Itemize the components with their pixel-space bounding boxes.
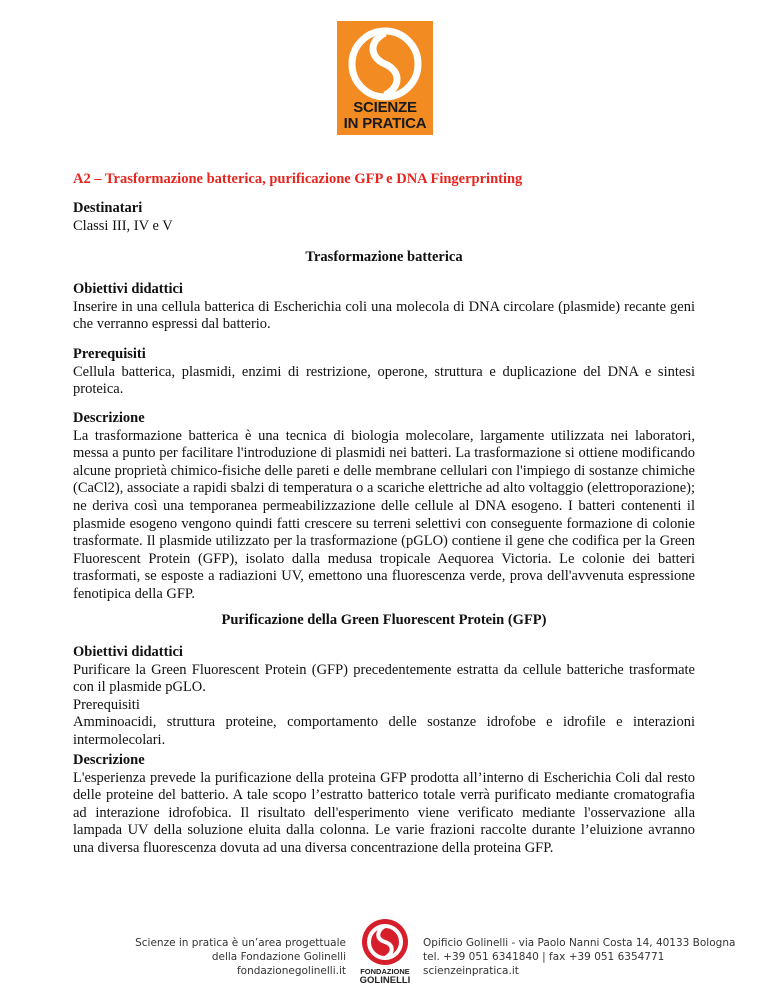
- fondazione-logo-line1: FONDAZIONE: [360, 967, 410, 976]
- logo-line2: IN PRATICA: [343, 115, 427, 132]
- section1-descrizione-heading: Descrizione: [73, 410, 145, 426]
- logo-mark-icon: [345, 27, 425, 101]
- footer-left-line1: Scienze in pratica è un’area progettuale: [135, 937, 346, 949]
- section1-descrizione-block: [73, 410, 695, 604]
- scienze-in-pratica-logo: [337, 21, 433, 135]
- section1-obiettivi-heading: Obiettivi didattici: [73, 281, 183, 297]
- footer-right-line2: tel. +39 051 6341840 | fax +39 051 6354771: [423, 951, 665, 963]
- section1-heading: Trasformazione batterica: [305, 249, 463, 265]
- footer-right-line3[interactable]: scienzeinpratica.it: [423, 965, 519, 977]
- footer-left: [135, 936, 346, 978]
- footer-left-line3[interactable]: fondazionegolinelli.it: [236, 965, 346, 977]
- fondazione-logo-circle-icon: [362, 919, 408, 965]
- section1-obiettivi-block: [73, 281, 695, 334]
- section1-descrizione-text: La trasformazione batterica è una tecnica di biologia molecolare, largamente utilizzata nei laboratori, messa a punto per facilitare l'introduzione di plasmidi nei batteri. La trasformazione si ottiene modificando alcune proprietà chimico-fisiche delle pareti e delle membrane cellulari con l'impiego di sostanze chimiche (CaCl2), associate a rapidi sbalzi di temperatura o a scariche elettriche ad alto voltaggio (elettroporazione); ne deriva così una temporanea permeabilizzazione delle cellule al DNA esogeno. I batteri contenenti il plasmide esogeno vengono quindi fatti crescere su terreni selettivi con conseguente formazione di colonie trasformate. Il plasmide utilizzato per la trasformazione (pGLO) contiene il gene che codifica per la Green Fluorescent Protein (GFP), isolato dalla medusa tropicale Aequorea Victoria. Le colonie dei batteri trasformati, se esposte a radiazioni UV, emettono una fluorescenza verde, prova dell'avvenuta espressione fenotipica della GFP.: [73, 427, 695, 602]
- section2-obiettivi-heading: Obiettivi didattici: [73, 644, 183, 660]
- footer-right-line1: Opificio Golinelli - via Paolo Nanni Costa 14, 40133 Bologna: [423, 937, 736, 949]
- footer-right: [423, 936, 735, 978]
- section1-prerequisiti-text: Cellula batterica, plasmidi, enzimi di restrizione, operone, struttura e duplicazione del DNA e sintesi proteica.: [73, 363, 695, 398]
- destinatari-block: [73, 200, 695, 235]
- section2-prerequisiti-heading: Prerequisiti: [73, 696, 140, 713]
- section2-descrizione-block: [73, 752, 695, 858]
- footer-left-line2: della Fondazione Golinelli: [211, 951, 346, 963]
- destinatari-heading: Destinatari: [73, 200, 143, 216]
- section2-obiettivi-text: Purificare la Green Fluorescent Protein (GFP) precedentemente estratta da cellule batteriche trasformate con il plasmide pGLO.: [73, 661, 695, 696]
- section2-descrizione-text: L'esperienza prevede la purificazione della proteina GFP prodotta all’interno di Escherichia Coli dal resto delle proteine del batterio. A tale scopo l’estratto batterico totale verrà purificato mediante cromatografia ad interazione idrofobica. Il risultato dell'esperimento viene verificato mediante l'osservazione alla lampada UV della soluzione eluita dalla colonna. Le varie frazioni raccolte durante l’eluizione avranno una diversa fluorescenza dovuta ad una diversa concentrazione della proteina GFP.: [73, 769, 695, 856]
- section2-heading: Purificazione della Green Fluorescent Protein (GFP): [221, 612, 547, 628]
- section1-prerequisiti-heading: Prerequisiti: [73, 346, 146, 362]
- section1-obiettivi-text: Inserire in una cellula batterica di Escherichia coli una molecola di DNA circolare (plasmide) recante geni che verranno espressi dal batterio.: [73, 298, 695, 333]
- fondazione-logo-line2: GOLINELLI: [359, 975, 411, 986]
- section2-prerequisiti-text: Amminoacidi, struttura proteine, comportamento delle sostanze idrofobe e idrofile e interazioni intermolecolari.: [73, 714, 695, 748]
- section2-obiettivi-block: [73, 644, 695, 750]
- section2-descrizione-heading: Descrizione: [73, 752, 145, 768]
- logo-line1: SCIENZE: [353, 99, 417, 116]
- page-footer: [0, 914, 768, 984]
- fondazione-logo-mark-icon: [362, 919, 408, 965]
- fondazione-golinelli-logo: [357, 919, 413, 987]
- document-title: A2 – Trasformazione batterica, purificazione GFP e DNA Fingerprinting: [73, 171, 523, 187]
- section1-prerequisiti-block: [73, 346, 695, 399]
- destinatari-text: Classi III, IV e V: [73, 217, 173, 234]
